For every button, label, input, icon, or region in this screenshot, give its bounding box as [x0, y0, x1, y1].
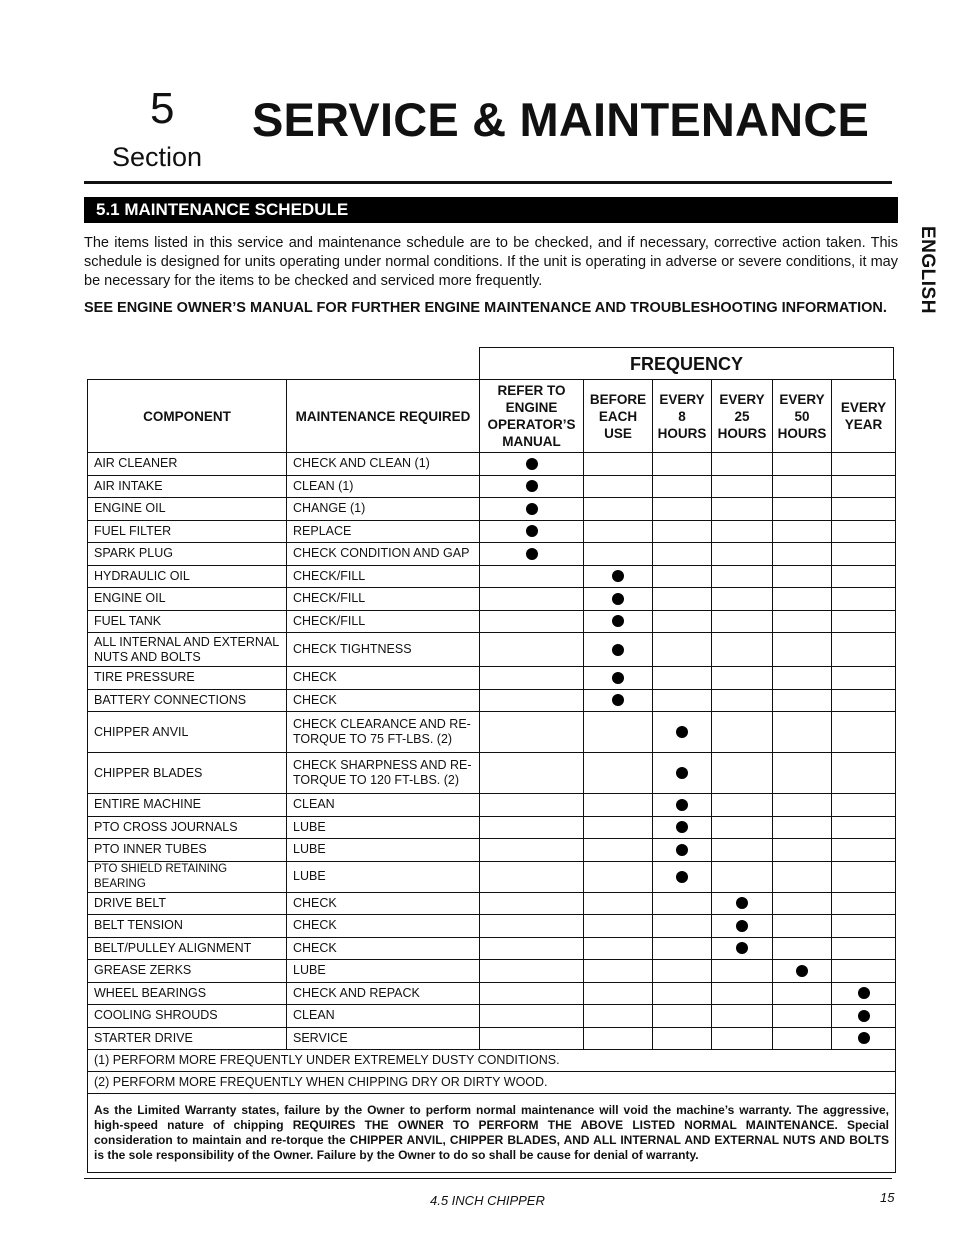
warranty-notice: As the Limited Warranty states, failure by the Owner to perform normal maintenance will void the machine’s warranty. The aggressive, high-speed nature of chipping REQUIRES THE OWNER TO PERFORM THE ABOVE LISTED NORMAL MAINTENANCE. Special consideration to maintain and re-torque the CHIPPER ANVIL, CHIPPER BLADES, AND ALL INTERNAL AND EXTERNAL NUTS AND BOLTS is the sole responsibility of the Owner. Failure by the Owner to do so shall be cause for denial of warranty.	[88, 1094, 896, 1173]
bullet-mark-icon	[612, 672, 624, 684]
maintenance-cell: CHECK	[287, 667, 480, 690]
frequency-cell	[832, 892, 896, 915]
bullet-mark-icon	[526, 458, 538, 470]
bullet-mark-icon	[676, 821, 688, 833]
frequency-cell	[653, 543, 712, 566]
section-number: 5	[150, 84, 175, 133]
frequency-cell	[773, 633, 832, 667]
frequency-cell	[712, 520, 773, 543]
component-cell: ENGINE OIL	[88, 498, 287, 521]
frequency-cell	[773, 915, 832, 938]
table-row	[88, 520, 896, 543]
frequency-cell	[584, 839, 653, 862]
frequency-cell	[712, 839, 773, 862]
bullet-mark-icon	[736, 897, 748, 909]
frequency-cell	[653, 861, 712, 892]
frequency-cell	[584, 1005, 653, 1028]
frequency-cell	[480, 520, 584, 543]
maintenance-cell: LUBE	[287, 960, 480, 983]
frequency-cell	[480, 667, 584, 690]
frequency-cell	[480, 982, 584, 1005]
frequency-cell	[653, 633, 712, 667]
footnote-row	[88, 1072, 896, 1094]
component-cell: CHIPPER BLADES	[88, 753, 287, 794]
frequency-cell	[773, 475, 832, 498]
column-header-50-hours: EVERY 50 HOURS	[773, 380, 832, 453]
frequency-cell	[712, 475, 773, 498]
frequency-cell	[653, 982, 712, 1005]
maintenance-cell: CHECK	[287, 892, 480, 915]
component-cell: ENTIRE MACHINE	[88, 794, 287, 817]
frequency-cell	[712, 543, 773, 566]
table-row	[88, 982, 896, 1005]
frequency-cell	[832, 588, 896, 611]
frequency-cell	[832, 982, 896, 1005]
bullet-mark-icon	[858, 1010, 870, 1022]
component-cell: AIR CLEANER	[88, 453, 287, 476]
frequency-cell	[653, 610, 712, 633]
frequency-cell	[712, 937, 773, 960]
maintenance-cell: CHECK/FILL	[287, 565, 480, 588]
bullet-mark-icon	[858, 987, 870, 999]
table-row	[88, 565, 896, 588]
frequency-cell	[712, 892, 773, 915]
frequency-cell	[584, 475, 653, 498]
frequency-cell	[653, 689, 712, 712]
frequency-cell	[480, 610, 584, 633]
frequency-cell	[832, 633, 896, 667]
frequency-cell	[584, 565, 653, 588]
frequency-cell	[712, 982, 773, 1005]
table-row	[88, 453, 896, 476]
maintenance-cell: CHECK AND CLEAN (1)	[287, 453, 480, 476]
frequency-cell	[480, 839, 584, 862]
frequency-cell	[480, 1005, 584, 1028]
frequency-cell	[832, 712, 896, 753]
frequency-cell	[712, 816, 773, 839]
frequency-cell	[832, 753, 896, 794]
column-header-before-use: BEFORE EACH USE	[584, 380, 653, 453]
frequency-cell	[480, 689, 584, 712]
maintenance-cell: CHECK TIGHTNESS	[287, 633, 480, 667]
frequency-cell	[480, 794, 584, 817]
frequency-cell	[712, 794, 773, 817]
maintenance-cell: CHECK	[287, 937, 480, 960]
frequency-cell	[584, 498, 653, 521]
bullet-mark-icon	[676, 844, 688, 856]
frequency-cell	[712, 565, 773, 588]
frequency-cell	[832, 667, 896, 690]
bullet-mark-icon	[526, 480, 538, 492]
frequency-header: FREQUENCY	[479, 347, 894, 379]
frequency-cell	[832, 1005, 896, 1028]
frequency-cell	[480, 753, 584, 794]
bullet-mark-icon	[526, 548, 538, 560]
frequency-cell	[584, 667, 653, 690]
frequency-cell	[480, 816, 584, 839]
table-header-row	[88, 380, 896, 453]
component-cell: BELT/PULLEY ALIGNMENT	[88, 937, 287, 960]
frequency-cell	[832, 816, 896, 839]
maintenance-cell: CHECK SHARPNESS AND RE-TORQUE TO 120 FT-LBS. (2)	[287, 753, 480, 794]
component-cell: COOLING SHROUDS	[88, 1005, 287, 1028]
frequency-cell	[584, 816, 653, 839]
table-row	[88, 543, 896, 566]
frequency-cell	[584, 633, 653, 667]
frequency-cell	[712, 861, 773, 892]
column-header-engine-manual: REFER TO ENGINE OPERATOR’S MANUAL	[480, 380, 584, 453]
table-row	[88, 892, 896, 915]
warranty-row	[88, 1094, 896, 1173]
frequency-cell	[584, 861, 653, 892]
bullet-mark-icon	[858, 1032, 870, 1044]
component-cell: DRIVE BELT	[88, 892, 287, 915]
frequency-cell	[832, 960, 896, 983]
frequency-cell	[832, 453, 896, 476]
frequency-cell	[712, 753, 773, 794]
frequency-cell	[480, 960, 584, 983]
bullet-mark-icon	[796, 965, 808, 977]
frequency-cell	[832, 520, 896, 543]
frequency-cell	[584, 520, 653, 543]
frequency-cell	[653, 588, 712, 611]
footnote-1: (1) PERFORM MORE FREQUENTLY UNDER EXTREMELY DUSTY CONDITIONS.	[88, 1050, 896, 1072]
frequency-cell	[480, 892, 584, 915]
maintenance-cell: CHECK CLEARANCE AND RE-TORQUE TO 75 FT-LBS. (2)	[287, 712, 480, 753]
frequency-cell	[480, 453, 584, 476]
frequency-cell	[832, 689, 896, 712]
column-header-maintenance: MAINTENANCE REQUIRED	[287, 380, 480, 453]
frequency-cell	[773, 960, 832, 983]
frequency-cell	[584, 960, 653, 983]
bullet-mark-icon	[736, 942, 748, 954]
frequency-cell	[653, 520, 712, 543]
frequency-cell	[712, 610, 773, 633]
frequency-cell	[832, 543, 896, 566]
frequency-cell	[480, 1027, 584, 1050]
frequency-cell	[653, 753, 712, 794]
maintenance-cell: SERVICE	[287, 1027, 480, 1050]
table-row	[88, 689, 896, 712]
component-cell: SPARK PLUG	[88, 543, 287, 566]
component-cell: BELT TENSION	[88, 915, 287, 938]
frequency-cell	[584, 1027, 653, 1050]
frequency-cell	[653, 937, 712, 960]
subsection-heading: 5.1 MAINTENANCE SCHEDULE	[84, 197, 898, 223]
frequency-cell	[480, 475, 584, 498]
frequency-cell	[584, 794, 653, 817]
maintenance-cell: CHECK/FILL	[287, 610, 480, 633]
frequency-cell	[584, 937, 653, 960]
frequency-cell	[712, 960, 773, 983]
table-row	[88, 960, 896, 983]
frequency-cell	[773, 1027, 832, 1050]
frequency-cell	[712, 712, 773, 753]
frequency-cell	[832, 839, 896, 862]
frequency-cell	[773, 794, 832, 817]
bullet-mark-icon	[526, 525, 538, 537]
table-row	[88, 498, 896, 521]
maintenance-cell: LUBE	[287, 816, 480, 839]
component-cell: ALL INTERNAL AND EXTERNAL NUTS AND BOLTS	[88, 633, 287, 667]
frequency-cell	[773, 839, 832, 862]
frequency-cell	[773, 498, 832, 521]
table-row	[88, 475, 896, 498]
bullet-mark-icon	[526, 503, 538, 515]
intro-paragraph: The items listed in this service and maintenance schedule are to be checked, and if necessary, corrective action taken. This schedule is designed for units operating under normal conditions. If the unit is operating in adverse or severe conditions, it may be necessary for the items to be checked and serviced more frequently.	[84, 235, 898, 289]
maintenance-cell: CLEAN	[287, 1005, 480, 1028]
table-row	[88, 861, 896, 892]
title-divider	[84, 181, 892, 184]
frequency-cell	[584, 588, 653, 611]
frequency-cell	[773, 588, 832, 611]
footnote-2: (2) PERFORM MORE FREQUENTLY WHEN CHIPPING DRY OR DIRTY WOOD.	[88, 1072, 896, 1094]
table-row	[88, 915, 896, 938]
column-header-25-hours: EVERY 25 HOURS	[712, 380, 773, 453]
footer-product-name: 4.5 INCH CHIPPER	[430, 1193, 545, 1208]
frequency-cell	[773, 610, 832, 633]
frequency-cell	[712, 588, 773, 611]
frequency-cell	[773, 543, 832, 566]
frequency-cell	[773, 565, 832, 588]
frequency-cell	[584, 915, 653, 938]
footer-divider	[84, 1178, 892, 1179]
maintenance-cell: CLEAN (1)	[287, 475, 480, 498]
maintenance-cell: CLEAN	[287, 794, 480, 817]
bullet-mark-icon	[676, 726, 688, 738]
component-cell: STARTER DRIVE	[88, 1027, 287, 1050]
table-row	[88, 633, 896, 667]
frequency-cell	[480, 498, 584, 521]
bullet-mark-icon	[612, 593, 624, 605]
component-cell: ENGINE OIL	[88, 588, 287, 611]
frequency-cell	[712, 633, 773, 667]
frequency-cell	[773, 816, 832, 839]
frequency-cell	[712, 689, 773, 712]
frequency-cell	[653, 794, 712, 817]
page-title: SERVICE & MAINTENANCE	[252, 93, 870, 146]
column-header-8-hours: EVERY 8 HOURS	[653, 380, 712, 453]
maintenance-cell: REPLACE	[287, 520, 480, 543]
component-cell: HYDRAULIC OIL	[88, 565, 287, 588]
frequency-cell	[773, 937, 832, 960]
footnote-row	[88, 1050, 896, 1072]
maintenance-cell: LUBE	[287, 861, 480, 892]
frequency-cell	[712, 915, 773, 938]
maintenance-schedule-table	[87, 379, 896, 1173]
frequency-cell	[832, 610, 896, 633]
component-cell: GREASE ZERKS	[88, 960, 287, 983]
language-side-label: ENGLISH	[917, 226, 938, 314]
frequency-cell	[712, 453, 773, 476]
frequency-cell	[653, 712, 712, 753]
frequency-cell	[653, 453, 712, 476]
maintenance-cell: LUBE	[287, 839, 480, 862]
bullet-mark-icon	[736, 920, 748, 932]
frequency-cell	[712, 1027, 773, 1050]
frequency-cell	[584, 982, 653, 1005]
maintenance-cell: CHECK AND REPACK	[287, 982, 480, 1005]
frequency-cell	[584, 892, 653, 915]
frequency-cell	[832, 565, 896, 588]
frequency-cell	[653, 1005, 712, 1028]
frequency-cell	[653, 475, 712, 498]
maintenance-cell: CHANGE (1)	[287, 498, 480, 521]
component-cell: FUEL FILTER	[88, 520, 287, 543]
frequency-cell	[773, 861, 832, 892]
frequency-cell	[584, 453, 653, 476]
component-cell: PTO CROSS JOURNALS	[88, 816, 287, 839]
maintenance-cell: CHECK	[287, 915, 480, 938]
bullet-mark-icon	[676, 767, 688, 779]
bullet-mark-icon	[612, 644, 624, 656]
frequency-cell	[653, 960, 712, 983]
frequency-cell	[832, 1027, 896, 1050]
section-label: Section	[112, 142, 203, 172]
bullet-mark-icon	[676, 799, 688, 811]
maintenance-cell: CHECK	[287, 689, 480, 712]
component-cell: CHIPPER ANVIL	[88, 712, 287, 753]
bullet-mark-icon	[612, 615, 624, 627]
frequency-cell	[480, 543, 584, 566]
frequency-cell	[480, 861, 584, 892]
table-row	[88, 839, 896, 862]
frequency-cell	[584, 543, 653, 566]
frequency-cell	[653, 816, 712, 839]
component-cell: TIRE PRESSURE	[88, 667, 287, 690]
frequency-cell	[584, 712, 653, 753]
frequency-cell	[480, 915, 584, 938]
component-cell: PTO SHIELD RETAINING BEARING	[88, 861, 287, 892]
frequency-cell	[480, 588, 584, 611]
frequency-cell	[480, 565, 584, 588]
column-header-component: COMPONENT	[88, 380, 287, 453]
frequency-cell	[712, 667, 773, 690]
frequency-cell	[712, 1005, 773, 1028]
frequency-cell	[653, 839, 712, 862]
frequency-cell	[653, 565, 712, 588]
table-row	[88, 937, 896, 960]
component-cell: PTO INNER TUBES	[88, 839, 287, 862]
frequency-cell	[712, 498, 773, 521]
frequency-cell	[480, 937, 584, 960]
table-row	[88, 712, 896, 753]
table-row	[88, 753, 896, 794]
frequency-cell	[773, 1005, 832, 1028]
frequency-cell	[584, 610, 653, 633]
table-row	[88, 1027, 896, 1050]
frequency-cell	[832, 915, 896, 938]
bullet-mark-icon	[612, 694, 624, 706]
frequency-cell	[773, 712, 832, 753]
frequency-cell	[773, 982, 832, 1005]
page-number: 15	[880, 1190, 895, 1205]
frequency-cell	[653, 892, 712, 915]
frequency-cell	[773, 892, 832, 915]
table-row	[88, 667, 896, 690]
frequency-cell	[832, 794, 896, 817]
component-cell: BATTERY CONNECTIONS	[88, 689, 287, 712]
component-cell: AIR INTAKE	[88, 475, 287, 498]
table-row	[88, 794, 896, 817]
frequency-cell	[773, 689, 832, 712]
component-cell: FUEL TANK	[88, 610, 287, 633]
table-row	[88, 610, 896, 633]
frequency-cell	[480, 633, 584, 667]
frequency-cell	[773, 753, 832, 794]
bullet-mark-icon	[676, 871, 688, 883]
engine-manual-note: SEE ENGINE OWNER’S MANUAL FOR FURTHER ENGINE MAINTENANCE AND TROUBLESHOOTING INFORMATION.	[84, 300, 887, 316]
frequency-cell	[653, 915, 712, 938]
frequency-cell	[832, 475, 896, 498]
frequency-cell	[832, 861, 896, 892]
table-row	[88, 816, 896, 839]
frequency-cell	[773, 453, 832, 476]
table-row	[88, 588, 896, 611]
frequency-cell	[584, 689, 653, 712]
frequency-cell	[773, 520, 832, 543]
table-row	[88, 1005, 896, 1028]
frequency-cell	[480, 712, 584, 753]
frequency-cell	[653, 1027, 712, 1050]
frequency-cell	[653, 667, 712, 690]
frequency-cell	[832, 498, 896, 521]
component-cell: WHEEL BEARINGS	[88, 982, 287, 1005]
frequency-cell	[832, 937, 896, 960]
frequency-cell	[584, 753, 653, 794]
maintenance-cell: CHECK/FILL	[287, 588, 480, 611]
maintenance-cell: CHECK CONDITION AND GAP	[287, 543, 480, 566]
frequency-cell	[653, 498, 712, 521]
column-header-every-year: EVERY YEAR	[832, 380, 896, 453]
bullet-mark-icon	[612, 570, 624, 582]
frequency-cell	[773, 667, 832, 690]
